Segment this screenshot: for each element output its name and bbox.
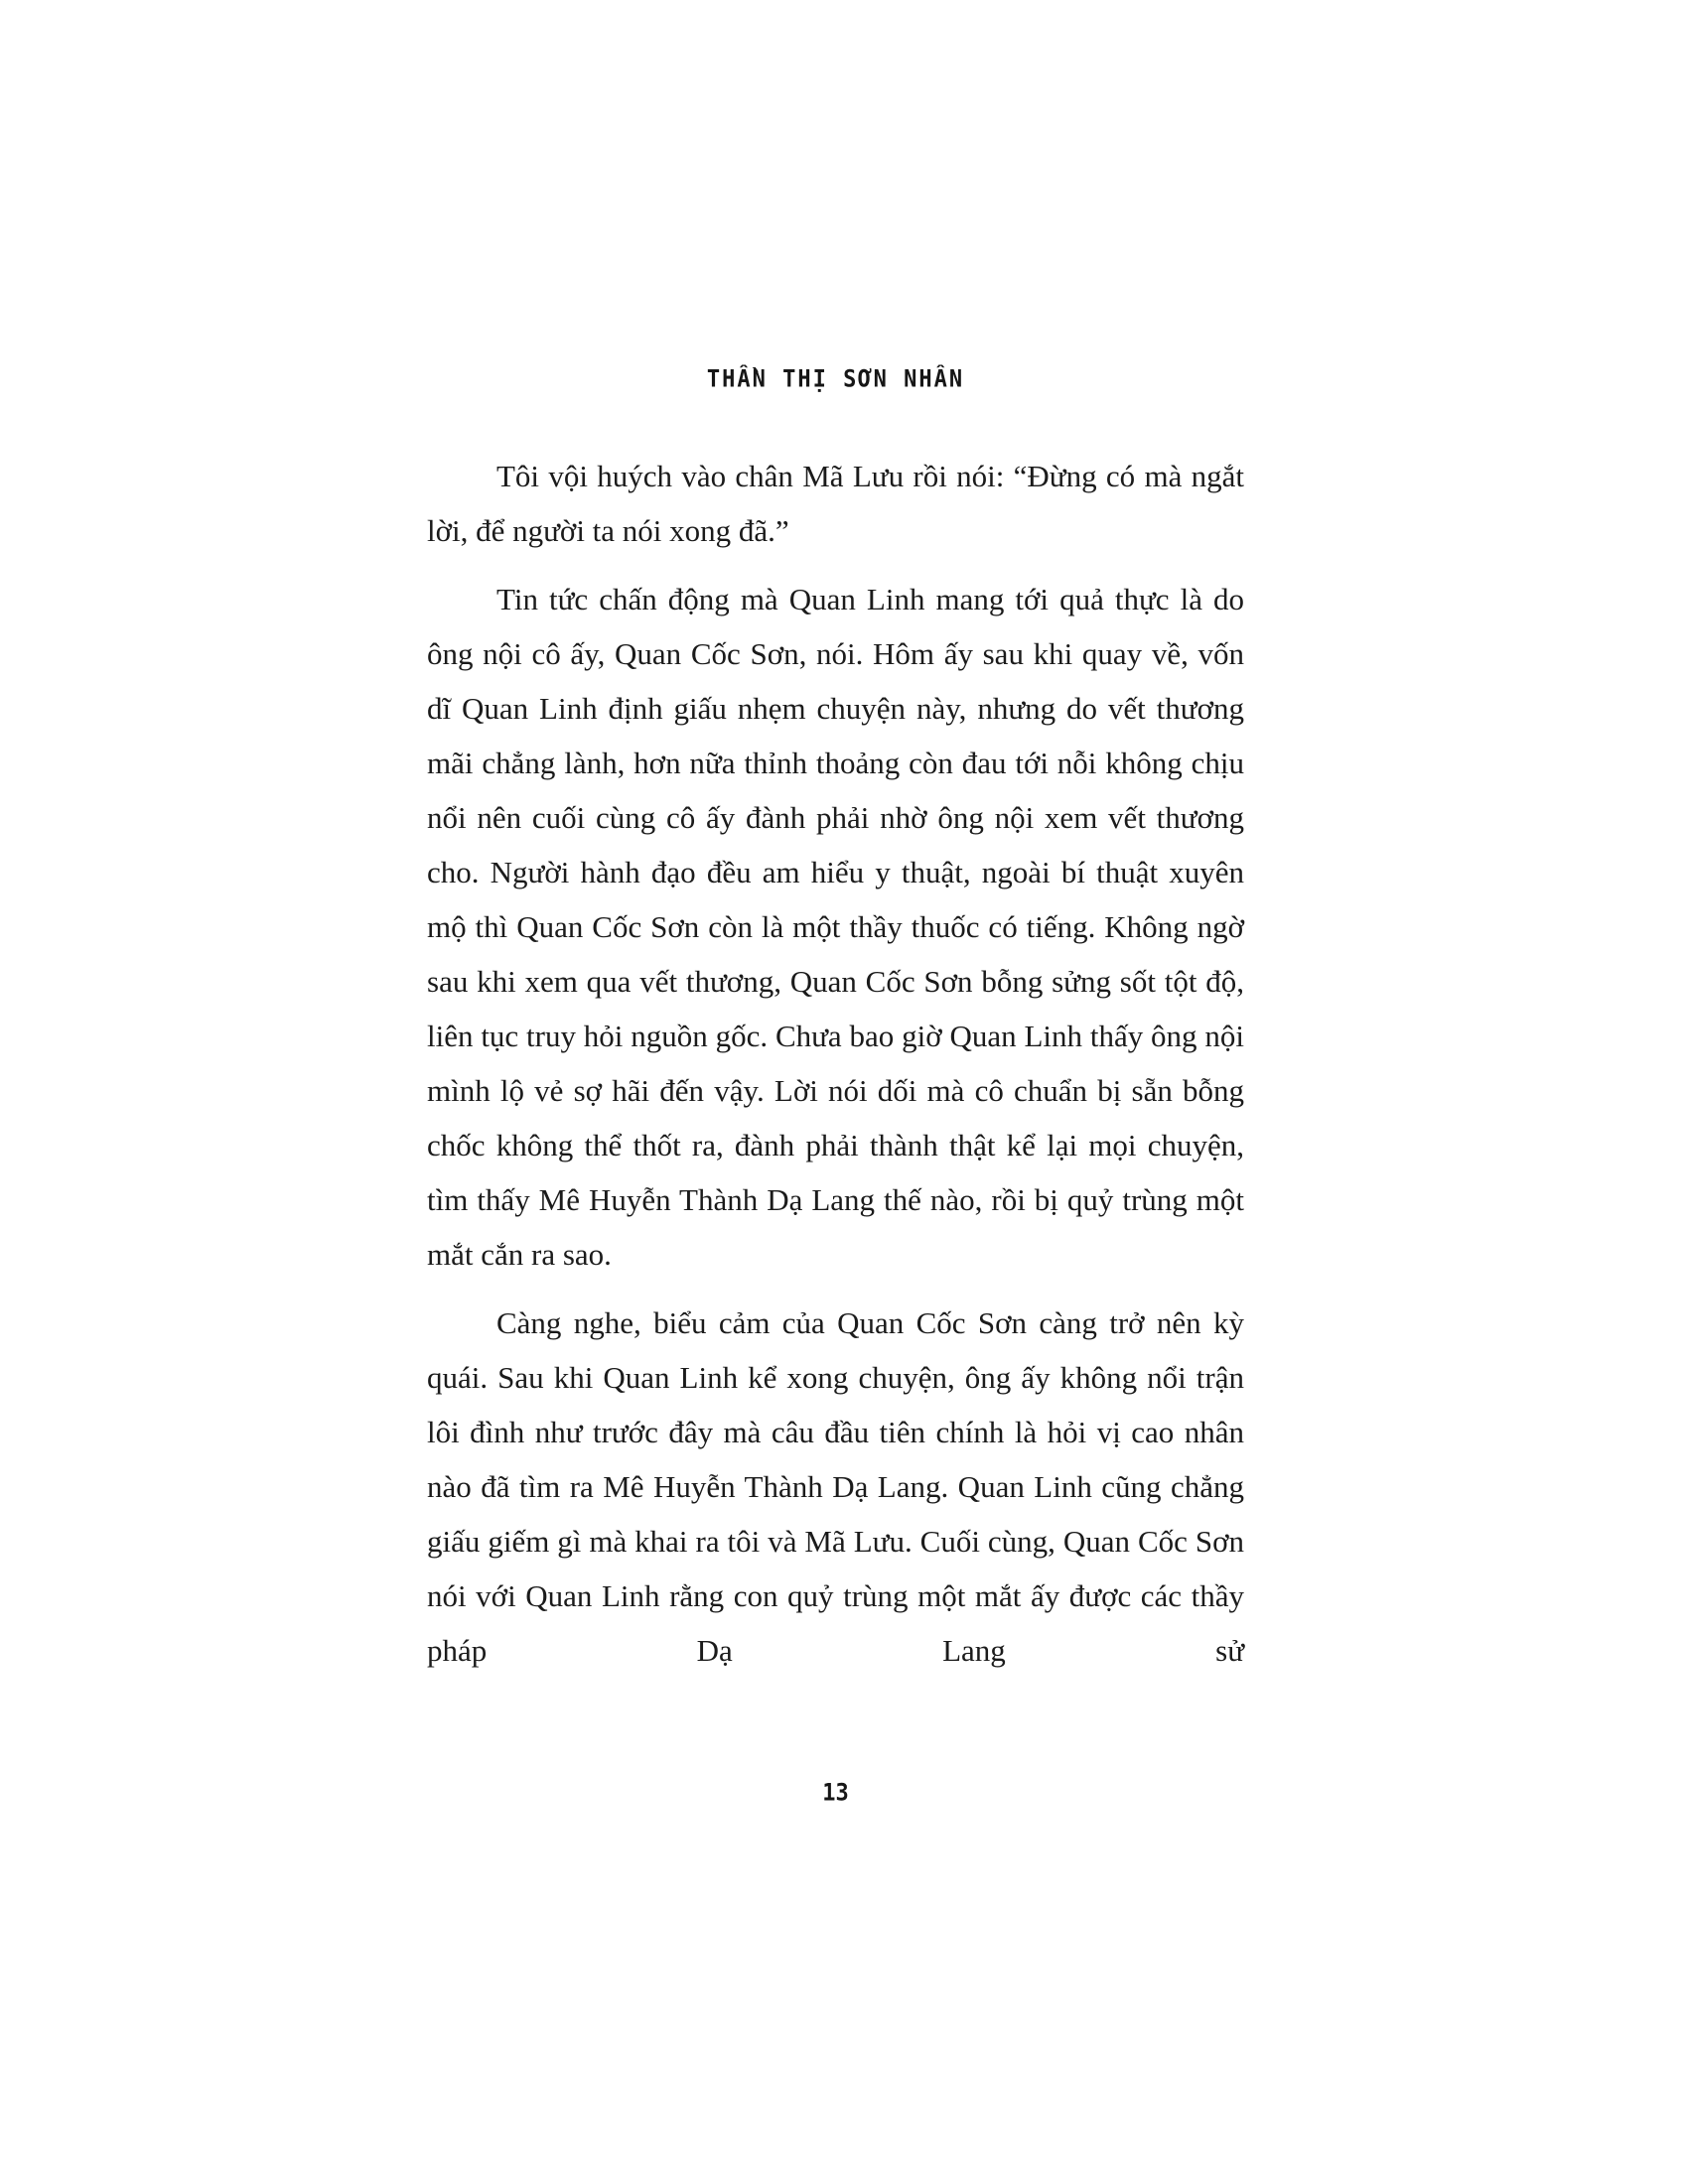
- paragraph-3: Càng nghe, biểu cảm của Quan Cốc Sơn càng trở nên kỳ quái. Sau khi Quan Linh kể xong chuyện, ông ấy không nổi trận lôi đình như trước đây mà câu đầu tiên chính là hỏi vị cao nhân nào đã tìm ra Mê Huyễn Thành Dạ Lang. Quan Linh cũng chẳng giấu giếm gì mà khai ra tôi và Mã Lưu. Cuối cùng, Quan Cốc Sơn nói với Quan Linh rằng con quỷ trùng một mắt ấy được các thầy pháp Dạ Lang sử: [427, 1305, 1244, 1668]
- paragraph-2: Tin tức chấn động mà Quan Linh mang tới quả thực là do ông nội cô ấy, Quan Cốc Sơn, nói. Hôm ấy sau khi quay về, vốn dĩ Quan Linh định giấu nhẹm chuyện này, nhưng do vết thương mãi chẳng lành, hơn nữa thỉnh thoảng còn đau tới nỗi không chịu nổi nên cuối cùng cô ấy đành phải nhờ ông nội xem vết thương cho. Người hành đạo đều am hiểu y thuật, ngoài bí thuật xuyên mộ thì Quan Cốc Sơn còn là một thầy thuốc có tiếng. Không ngờ sau khi xem qua vết thương, Quan Cốc Sơn bỗng sửng sốt tột độ, liên tục truy hỏi nguồn gốc. Chưa bao giờ Quan Linh thấy ông nội mình lộ vẻ sợ hãi đến vậy. Lời nói dối mà cô chuẩn bị sẵn bỗng chốc không thể thốt ra, đành phải thành thật kể lại mọi chuyện, tìm thấy Mê Huyễn Thành Dạ Lang thế nào, rồi bị quỷ trùng một mắt cắn ra sao.: [427, 582, 1244, 1272]
- running-header: THẦN THỊ SƠN NHÂN: [706, 365, 965, 393]
- paragraph-1: Tôi vội huých vào chân Mã Lưu rồi nói: “Đừng có mà ngắt lời, để người ta nói xong đã.”: [427, 459, 1244, 548]
- page-number: 13: [822, 1779, 849, 1807]
- body-text: [427, 449, 1244, 1678]
